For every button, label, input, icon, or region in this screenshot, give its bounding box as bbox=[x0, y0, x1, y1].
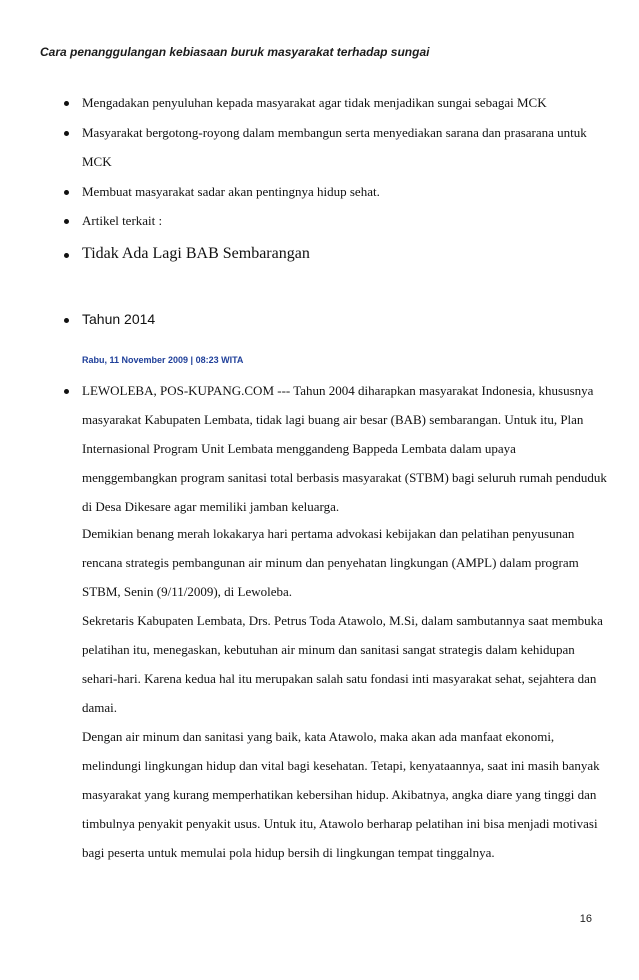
article-line: rencana strategis pembangunan air minum dan penyehatan lingkungan (AMPL) dalam program bbox=[82, 555, 579, 570]
article-line: Dengan air minum dan sanitasi yang baik, kata Atawolo, maka akan ada manfaat ekonomi, bbox=[82, 729, 555, 744]
article-line: damai. bbox=[82, 700, 118, 715]
article-line: menggembangkan program sanitasi total berbasis masyarakat (STBM) bagi seluruh rumah penduduk bbox=[82, 470, 607, 485]
list-item-text: Membuat masyarakat sadar akan pentingnya hidup sehat. bbox=[82, 184, 380, 199]
article-line: sehari-hari. Karena kedua hal itu merupakan salah satu fondasi inti masyarakat sehat, sejahtera dan bbox=[82, 671, 597, 686]
list-item-text-continued: MCK bbox=[82, 154, 112, 169]
article-subheading: Tahun 2014 bbox=[82, 311, 156, 327]
article-line: Demikian benang merah lokakarya hari pertama advokasi kebijakan dan pelatihan penyusunan bbox=[82, 526, 575, 541]
bullet-icon bbox=[64, 219, 69, 224]
bullet-icon bbox=[64, 131, 69, 136]
bullet-icon bbox=[64, 389, 69, 394]
list-item-text: Artikel terkait : bbox=[82, 213, 163, 228]
article-line: timbulnya penyakit penyakit usus. Untuk itu, Atawolo berharap pelatihan ini bisa menjadi motivasi bbox=[82, 816, 598, 831]
article-heading: Tidak Ada Lagi BAB Sembarangan bbox=[82, 245, 310, 262]
list-item-text: Mengadakan penyuluhan kepada masyarakat agar tidak menjadikan sungai sebagai MCK bbox=[82, 95, 547, 110]
bullet-icon bbox=[64, 101, 69, 106]
article-line: bagi peserta untuk memulai pola hidup bersih di lingkungan tempat tinggalnya. bbox=[82, 845, 495, 860]
article-dateline: Rabu, 11 November 2009 | 08:23 WITA bbox=[82, 355, 244, 365]
article-line: Internasional Program Unit Lembata menggandeng Bappeda Lembata dalam upaya bbox=[82, 441, 516, 456]
article-line: di Desa Dikesare agar memiliki jamban keluarga. bbox=[82, 499, 340, 514]
article-line: masyarakat yang kurang memperhatikan kebersihan hidup. Akibatnya, angka diare yang tinggi dan bbox=[82, 787, 597, 802]
article-line: STBM, Senin (9/11/2009), di Lewoleba. bbox=[82, 584, 293, 599]
page-header-title: Cara penanggulangan kebiasaan buruk masyarakat terhadap sungai bbox=[40, 45, 430, 59]
bullet-icon bbox=[64, 318, 69, 323]
list-item-text: Masyarakat bergotong-royong dalam membangun serta menyediakan sarana dan prasarana untuk bbox=[82, 125, 587, 140]
bullet-icon bbox=[64, 190, 69, 195]
article-line: LEWOLEBA, POS-KUPANG.COM --- Tahun 2004 diharapkan masyarakat Indonesia, khususnya bbox=[82, 383, 594, 398]
page-number: 16 bbox=[579, 913, 592, 925]
article-line: melindungi lingkungan hidup dan vital bagi kesehatan. Tetapi, kenyataannya, saat ini masih banyak bbox=[82, 758, 600, 773]
article-line: pelatihan itu, menegaskan, kebutuhan air minum dan sanitasi sangat strategis dalam kehidupan bbox=[82, 642, 575, 657]
article-line: masyarakat Kabupaten Lembata, tidak lagi buang air besar (BAB) sembarangan. Untuk itu, Plan bbox=[82, 412, 584, 427]
article-line: Sekretaris Kabupaten Lembata, Drs. Petrus Toda Atawolo, M.Si, dalam sambutannya saat membuka bbox=[82, 613, 603, 628]
bullet-icon bbox=[64, 253, 69, 258]
